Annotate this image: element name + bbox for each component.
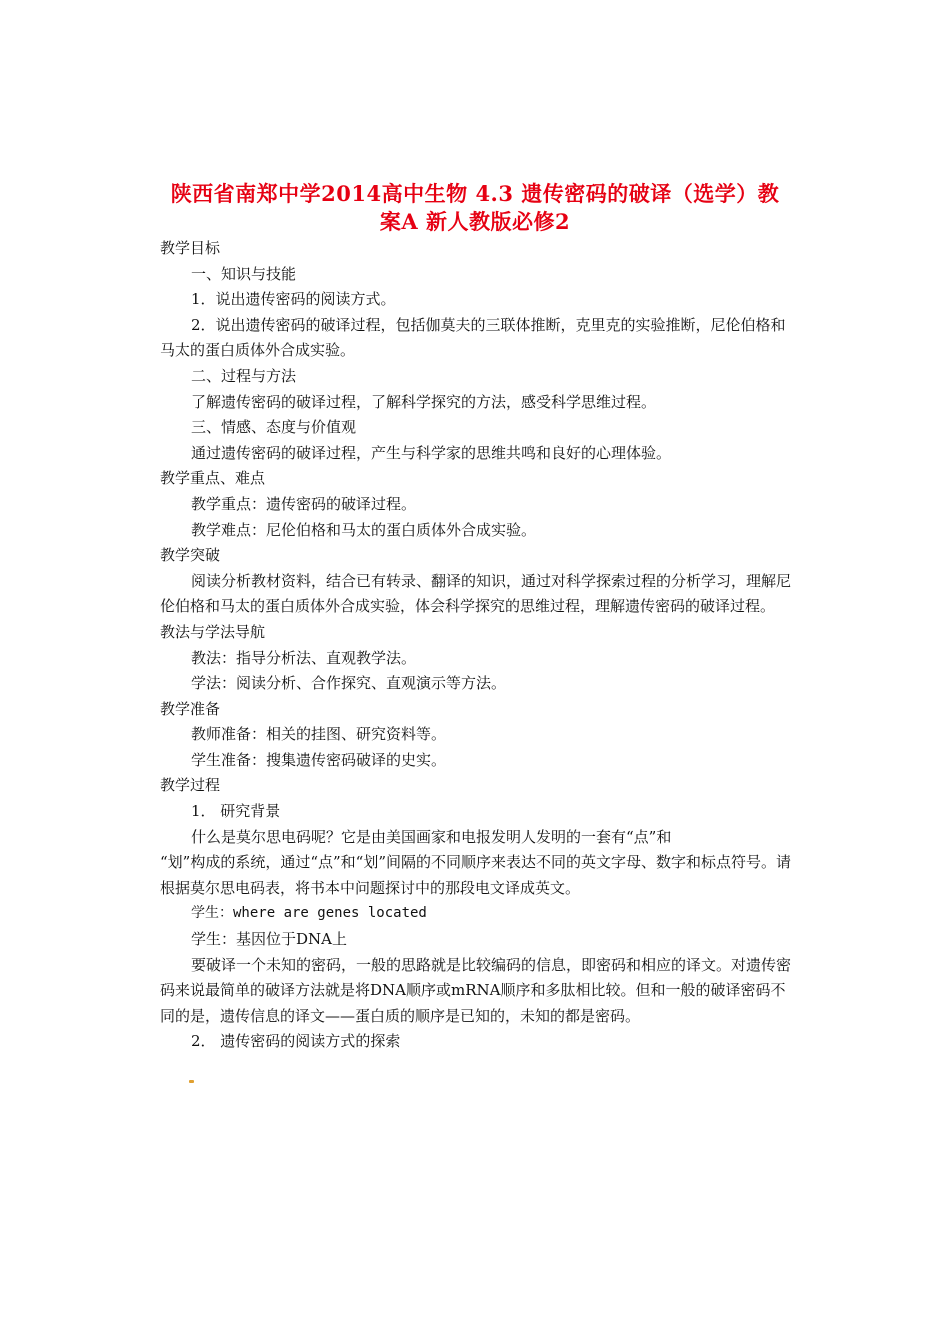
paragraph: 教师准备：相关的挂图、研究资料等。 — [191, 725, 447, 744]
subheading-attitudes-values: 三、情感、态度与价值观 — [191, 418, 357, 437]
revision-mark — [189, 1080, 194, 1083]
heading-teaching-process: 教学过程 — [160, 776, 221, 795]
paragraph: 要破译一个未知的密码，一般的思路就是比较编码的信息，即密码和相应的译文。对遗传密码来说最简单的破译方法就是将DNA顺序或mRNA顺序和多肽相比较。但和一般的破译密码不同的是，遗传信息的译文——蛋白质的顺序是已知的，未知的都是密码。 — [160, 955, 792, 1025]
paragraph: 教法：指导分析法、直观教学法。 — [191, 648, 417, 667]
subheading-knowledge-skills: 一、知识与技能 — [191, 264, 297, 283]
paragraph: “划”构成的系统，通过“点”和“划”间隔的不同顺序来表达不同的英文字母、数字和标点符号。请根据莫尔思电码表，将书本中问题探讨中的那段电文译成英文。 — [160, 853, 792, 897]
numbered-item-research-background: 1． 研究背景 — [191, 802, 281, 821]
numbered-item-reading-mode: 2． 遗传密码的阅读方式的探索 — [191, 1032, 401, 1051]
title-line-1: 陕西省南郑中学2014高中生物 4.3 遗传密码的破译（选学）教 — [170, 181, 780, 206]
subheading-process-methods: 二、过程与方法 — [191, 366, 297, 385]
paragraph: 教学重点：遗传密码的破译过程。 — [191, 494, 417, 513]
heading-teaching-goals: 教学目标 — [160, 239, 221, 257]
paragraph: 通过遗传密码的破译过程，产生与科学家的思维共鸣和良好的心理体验。 — [191, 443, 672, 462]
heading-teaching-preparation: 教学准备 — [160, 699, 221, 718]
paragraph: 2．说出遗传密码的破译过程，包括伽莫夫的三联体推断，克里克的实验推断，尼伦伯格和马太的蛋白质体外合成实验。 — [160, 315, 786, 360]
paragraph: 学生准备：搜集遗传密码破译的史实。 — [191, 750, 447, 769]
paragraph: 1．说出遗传密码的阅读方式。 — [191, 290, 396, 309]
student-answer-chinese: 学生：基因位于DNA上 — [191, 930, 347, 949]
paragraph: 什么是莫尔思电码呢？它是由美国画家和电报发明人发明的一套有“点”和 — [191, 827, 672, 846]
title-line-2: 案A 新人教版必修2 — [379, 209, 571, 234]
student-answer-english: 学生：where are genes located — [191, 905, 427, 922]
heading-methods-guide: 教法与学法导航 — [160, 622, 266, 641]
heading-teaching-breakthrough: 教学突破 — [160, 546, 221, 565]
paragraph: 阅读分析教材资料，结合已有转录、翻译的知识，通过对科学探索过程的分析学习，理解尼伦伯格和马太的蛋白质体外合成实验，体会科学探究的思维过程，理解遗传密码的破译过程。 — [160, 571, 792, 616]
paragraph: 了解遗传密码的破译过程，了解科学探究的方法，感受科学思维过程。 — [191, 392, 657, 411]
document-body — [160, 236, 796, 1055]
document-title — [150, 180, 800, 236]
heading-key-difficult-points: 教学重点、难点 — [160, 469, 266, 488]
paragraph: 教学难点：尼伦伯格和马太的蛋白质体外合成实验。 — [191, 520, 537, 539]
paragraph: 学法：阅读分析、合作探究、直观演示等方法。 — [191, 674, 507, 693]
